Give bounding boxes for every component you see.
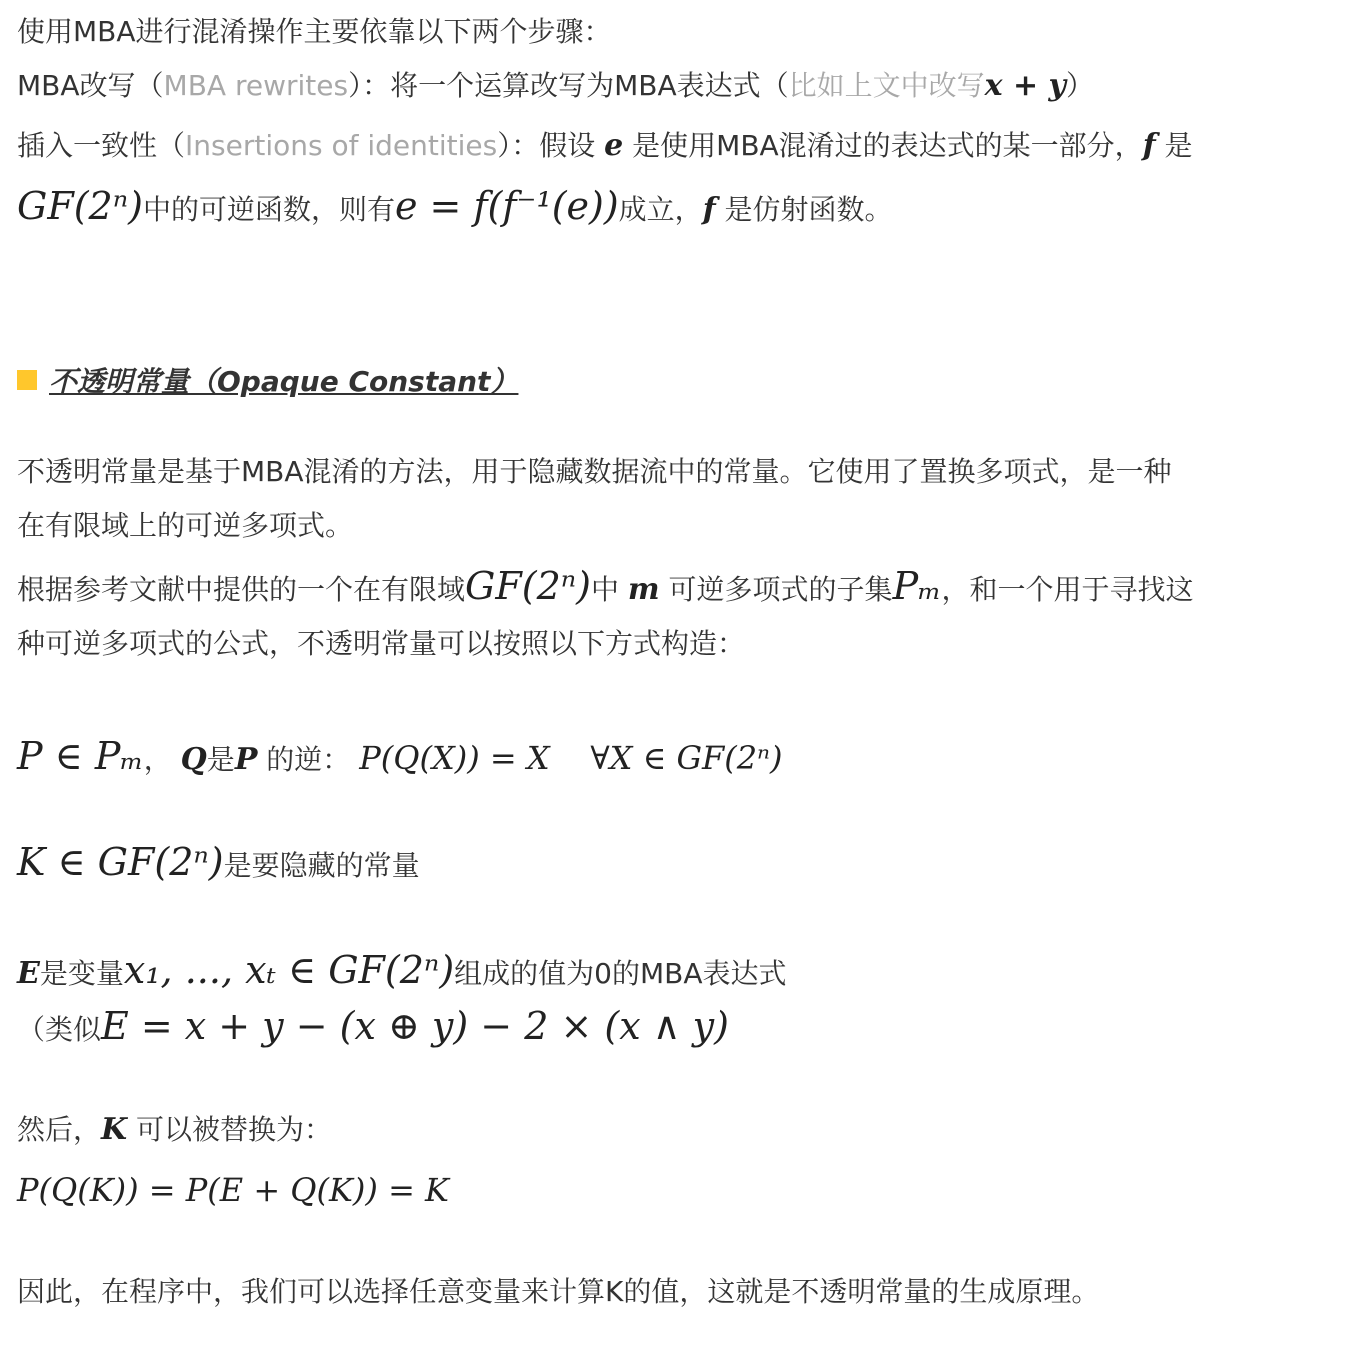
para1-line2-text: 在有限域上的可逆多项式。: [17, 509, 354, 542]
rewrite-desc: 将一个运算改写为MBA表达式（: [390, 69, 789, 102]
identity-math: e = f(f⁻¹(e)): [394, 184, 619, 228]
definition-k: [17, 842, 420, 886]
e-desc-2: 组成的值为0的MBA表达式: [454, 957, 787, 990]
def-is: 是: [206, 743, 235, 776]
para2-field: GF(2ⁿ): [465, 564, 591, 608]
insert-math-e: e: [604, 128, 624, 163]
para1-line2: [17, 506, 353, 546]
insert-close: ）：: [497, 129, 540, 162]
conclusion-text: 因此，在程序中，我们可以选择任意变量来计算K的值，这就是不透明常量的生成原理。: [17, 1275, 1100, 1308]
definition-e-example: [17, 1006, 729, 1050]
insert-desc-5: 成立，: [618, 193, 703, 226]
para2-line2: [17, 624, 745, 664]
def-q: Q: [180, 742, 207, 777]
e-like: （类似: [17, 1013, 102, 1046]
section-title: 不透明常量（Opaque Constant）: [49, 365, 519, 398]
heading-marker-icon: [17, 370, 37, 390]
e-formula: E = x + y − (x ⊕ y) − 2 × (x ∧ y): [101, 1004, 729, 1048]
rewrite-close: ）：: [348, 69, 391, 102]
then-line: [17, 1110, 332, 1150]
rewrite-label: MBA改写（: [17, 69, 164, 102]
para1-line1: [17, 452, 1172, 492]
k-desc: 是要隐藏的常量: [223, 849, 420, 882]
rewrite-end: ）: [1065, 69, 1094, 102]
para2-d: ，和一个用于寻找这: [941, 573, 1194, 606]
step-insert-identities: [17, 126, 1193, 166]
insert-desc-3: 是: [1164, 129, 1193, 162]
then-k: K: [101, 1112, 128, 1147]
k-math: K ∈ GF(2ⁿ): [17, 840, 224, 884]
insert-desc-4: 中的可逆函数，则有: [142, 193, 395, 226]
para2-pm: Pₘ: [892, 564, 942, 608]
then-2: 可以被替换为：: [136, 1113, 333, 1146]
conclusion: [17, 1272, 1099, 1312]
para2-m: m: [627, 572, 660, 607]
section-heading: [17, 360, 518, 400]
step-mba-rewrite: [17, 66, 1094, 106]
insert-math-f: f: [1142, 128, 1156, 163]
step-insert-identities-cont: [17, 186, 893, 230]
insert-label: 插入一致性（: [17, 129, 186, 162]
insert-en: Insertions of identities: [185, 129, 498, 162]
rewrite-math: x + y: [984, 68, 1066, 103]
para2-a: 根据参考文献中提供的一个在有限域: [17, 573, 466, 606]
insert-math-f2: f: [702, 192, 716, 227]
e-vars: x₁, ..., xₜ ∈ GF(2ⁿ): [123, 948, 455, 992]
steps-heading: [17, 12, 612, 52]
field-math: GF(2ⁿ): [17, 184, 143, 228]
e-desc-1: 是变量: [39, 957, 124, 990]
insert-desc-6: 是仿射函数。: [724, 193, 893, 226]
replace-eq: P(Q(K)) = P(E + Q(K)) = K: [17, 1171, 449, 1209]
rewrite-en: MBA rewrites: [163, 69, 349, 102]
para2-b: 中: [590, 573, 619, 606]
def-eq: P(Q(X)) = X ∀X ∈ GF(2ⁿ): [359, 739, 783, 777]
para2-c: 可逆多项式的子集: [668, 573, 893, 606]
def-p2: P: [234, 742, 258, 777]
steps-heading-text: 使用MBA进行混淆操作主要依靠以下两个步骤：: [17, 15, 612, 48]
para2-line2-text: 种可逆多项式的公式，不透明常量可以按照以下方式构造：: [17, 627, 746, 660]
def-inv: 的逆：: [266, 743, 351, 776]
def-p: P ∈ Pₘ: [17, 734, 144, 778]
definition-pq: [17, 736, 783, 780]
insert-desc-2: 是使用MBA混淆过的表达式的某一部分，: [632, 129, 1143, 162]
para2-line1: [17, 566, 1193, 610]
then-1: 然后，: [17, 1113, 102, 1146]
definition-e: [17, 950, 787, 994]
e-label: E: [17, 956, 40, 991]
replace-equation: [17, 1170, 449, 1212]
insert-desc-1: 假设: [539, 129, 596, 162]
def-sep: ，: [143, 743, 172, 776]
rewrite-example: 比如上文中改写: [788, 69, 985, 102]
para1-line1-text: 不透明常量是基于MBA混淆的方法，用于隐藏数据流中的常量。它使用了置换多项式，是一种: [17, 455, 1172, 488]
